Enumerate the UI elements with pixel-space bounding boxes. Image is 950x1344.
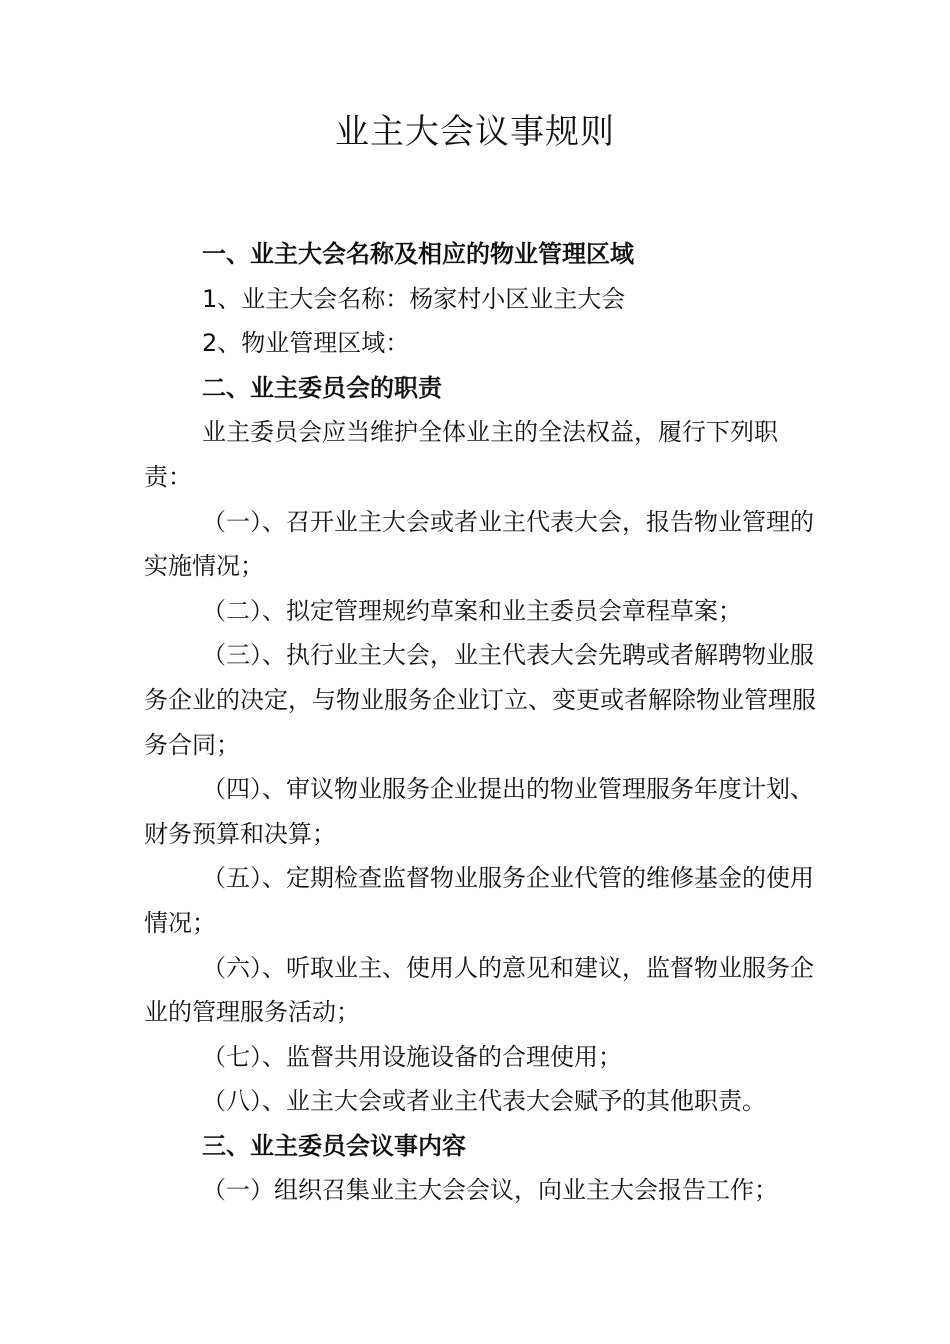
- section-heading: 二、业主委员会的职责: [202, 373, 442, 402]
- section-heading: 一、业主大会名称及相应的物业管理区域: [202, 240, 634, 268]
- list-item: （四）、审议物业服务企业提出的物业管理服务年度计划、财务预算和决算；: [144, 775, 814, 848]
- document-title: 业主大会议事规则: [335, 112, 615, 152]
- list-item: （二）、拟定管理规约草案和业主委员会章程草案；: [202, 596, 742, 625]
- list-item: （六）、听取业主、使用人的意见和建议，监督物业服务企业的管理服务活动；: [144, 953, 814, 1027]
- paragraph: 2、物业管理区域：: [202, 329, 410, 358]
- list-item: （八）、业主大会或者业主代表大会赋予的其他职责。: [202, 1087, 766, 1116]
- list-item: （五）、定期检查监督物业服务企业代管的维修基金的使用情况；: [144, 864, 814, 937]
- list-item: （三）、执行业主大会，业主代表大会先聘或者解聘物业服务企业的决定，与物业服务企业订立、变更或者解除物业管理服务合同；: [144, 641, 816, 759]
- document-body: [144, 232, 820, 1213]
- paragraph: （一）组织召集业主大会会议，向业主大会报告工作；: [202, 1176, 778, 1205]
- paragraph: 1、业主大会名称：杨家村小区业主大会: [202, 284, 626, 313]
- list-item: （七）、监督共用设施设备的合理使用；: [202, 1042, 622, 1071]
- section-heading: 三、业主委员会议事内容: [202, 1131, 466, 1160]
- list-item: （一）、召开业主大会或者业主代表大会，报告物业管理的实施情况；: [144, 507, 814, 581]
- paragraph: 业主委员会应当维护全体业主的全法权益，履行下列职责：: [144, 418, 778, 491]
